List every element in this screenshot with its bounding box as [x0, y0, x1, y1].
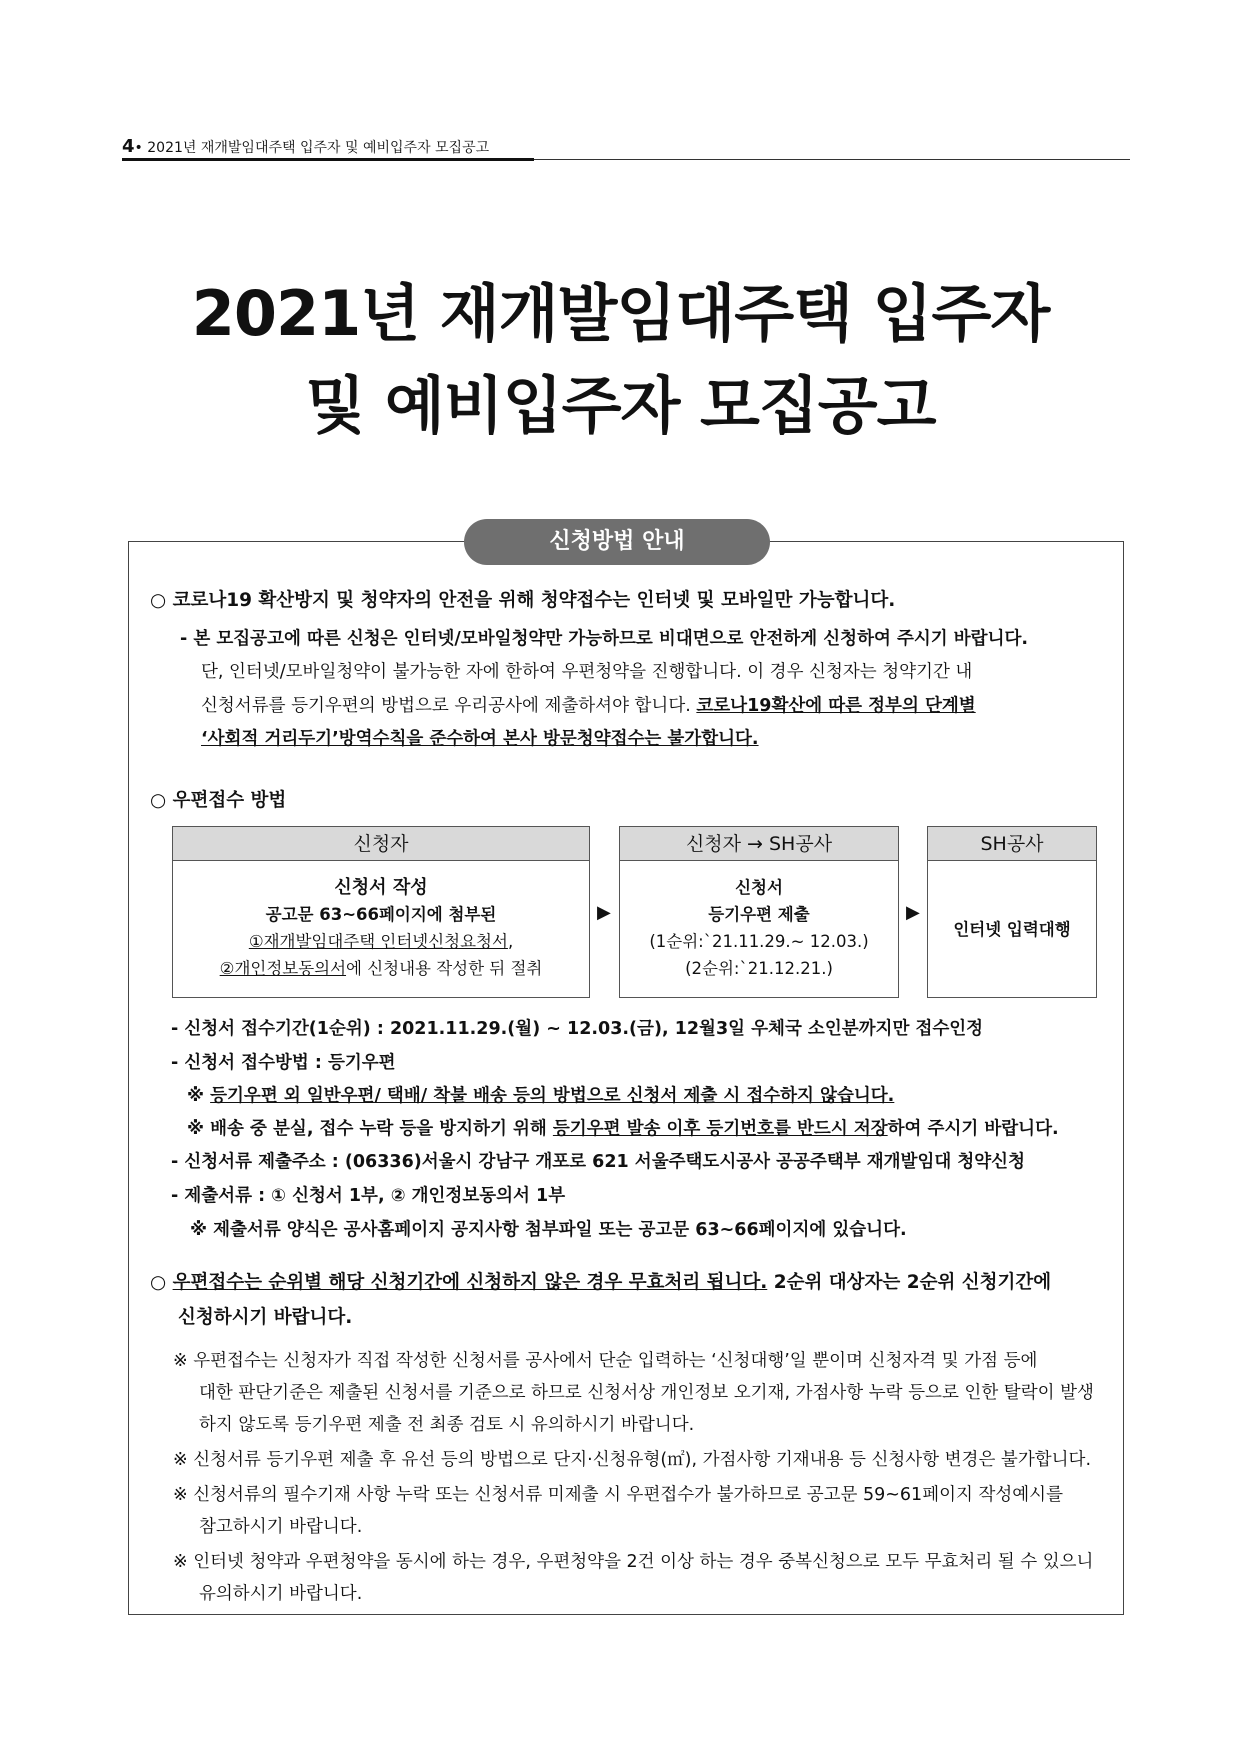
note-mark: ※	[187, 1086, 211, 1106]
flow-applicant-title: 신청서 작성	[334, 877, 428, 898]
flow-sh-header: SH공사	[927, 826, 1097, 861]
caution-line: ※ 인터넷 청약과 우편청약을 동시에 하는 경우, 우편청약을 2건 이상 하는 경우 중복신청으로 모두 무효처리 될 수 있으니	[173, 1552, 1094, 1572]
caution-line: 대한 판단기준은 제출된 신청서를 기준으로 하므로 신청서상 개인정보 오기재, 가점사항 누락 등으로 인한 탈락이 발생	[199, 1383, 1094, 1403]
invalid-heading-line2: 신청하시기 바랍니다.	[178, 1307, 353, 1328]
caution-line: ※ 신청서류 등기우편 제출 후 유선 등의 방법으로 단지·신청유형(㎡), 가점사항 기재내용 등 신청사항 변경은 불가합니다.	[173, 1450, 1092, 1470]
postal-heading: ○ 우편접수 방법	[150, 790, 287, 811]
caution-line: ※ 신청서류의 필수기재 사항 누락 또는 신청서류 미제출 시 우편접수가 불가하므로 공고문 59~61페이지 작성예시를	[173, 1485, 1063, 1505]
note-line	[187, 1115, 1059, 1140]
note-post: 하여 주시기 바랍니다.	[887, 1119, 1059, 1139]
caution-line: 참고하시기 바랍니다.	[199, 1517, 363, 1537]
note-pre: ※ 배송 중 분실, 접수 누락 등을 방지하기 위해	[187, 1119, 553, 1139]
header-rule-thin	[534, 159, 1130, 160]
note-underlined: 등기우편 외 일반우편/ 택배/ 착불 배송 등의 방법으로 신청서 제출 시 접수하지 않습니다.	[210, 1086, 895, 1106]
flow-submit-method: 등기우편 제출	[708, 905, 810, 924]
flow-submit-date1: (1순위:`21.11.29.~ 12.03.)	[649, 932, 869, 951]
flow-applicant-instruction: 에 신청내용 작성한 뒤 절취	[346, 959, 543, 978]
covid-paragraph-emphasis: ‘사회적 거리두기’방역수칙을 준수하여 본사 방문청약접수는 불가합니다.	[201, 729, 759, 749]
invalid-heading-mark: ○	[150, 1272, 173, 1293]
flow-applicant-comma: ,	[507, 932, 514, 951]
flow-submit-header: 신청자 → SH공사	[619, 826, 899, 861]
caution-line: 유의하시기 바랍니다.	[199, 1584, 363, 1604]
caution-line: 하지 않도록 등기우편 제출 전 최종 검토 시 유의하시기 바랍니다.	[199, 1415, 695, 1435]
page-title	[0, 268, 1241, 452]
flow-applicant-header: 신청자	[172, 826, 590, 861]
header-bullet: •	[134, 140, 143, 156]
flow-submit-date2: (2순위:`21.12.21.)	[685, 959, 833, 978]
detail-line: - 신청서 접수방법 : 등기우편	[171, 1053, 396, 1073]
running-header	[122, 136, 489, 157]
caution-line: ※ 우편접수는 신청자가 직접 작성한 신청서를 공사에서 단순 입력하는 ‘신청대행’일 뿐이며 신청자격 및 가점 등에	[173, 1351, 1038, 1371]
flow-submit-box	[619, 860, 899, 998]
flow-submit-title: 신청서	[735, 878, 783, 897]
covid-paragraph-line: 단, 인터넷/모바일청약이 불가능한 자에 한하여 우편청약을 진행합니다. 이 경우 신청자는 청약기간 내	[201, 662, 973, 682]
note-line: ※ 제출서류 양식은 공사홈페이지 공지사항 첨부파일 또는 공고문 63~66페이지에 있습니다.	[190, 1220, 907, 1240]
flow-applicant-box	[172, 860, 590, 998]
page-title-line1: 2021년 재개발임대주택 입주자	[191, 277, 1050, 350]
covid-heading: ○ 코로나19 확산방지 및 청약자의 안전을 위해 청약접수는 인터넷 및 모바일만 가능합니다.	[150, 590, 896, 611]
header-rule-thick	[122, 158, 534, 161]
note-line	[187, 1082, 894, 1107]
detail-line: - 제출서류 : ① 신청서 1부, ② 개인정보동의서 1부	[171, 1186, 566, 1206]
covid-paragraph-emphasis: 코로나19확산에 따른 정부의 단계별	[696, 696, 976, 716]
invalid-heading	[150, 1268, 1051, 1294]
invalid-heading-rest: 2순위 대상자는 2순위 신청기간에	[767, 1272, 1052, 1293]
flow-sh-text: 인터넷 입력대행	[953, 920, 1071, 939]
note-underlined: 등기우편 발송 이후 등기번호를 반드시 저장	[552, 1119, 888, 1139]
flow-applicant-line: 공고문 63~66페이지에 첨부된	[265, 905, 497, 924]
page-number: 4	[122, 136, 135, 157]
covid-dash-line: - 본 모집공고에 따른 신청은 인터넷/모바일청약만 가능하므로 비대면으로 안전하게 신청하여 주시기 바랍니다.	[180, 629, 1029, 649]
detail-line: - 신청서 접수기간(1순위) : 2021.11.29.(월) ~ 12.03.(금), 12월3일 우체국 소인분까지만 접수인정	[171, 1019, 984, 1039]
flow-sh-box	[927, 860, 1097, 998]
flow-applicant-form2: ②개인정보동의서	[219, 959, 347, 978]
flow-arrow-icon: ▶	[597, 902, 611, 923]
running-header-title: 2021년 재개발임대주택 입주자 및 예비입주자 모집공고	[147, 140, 490, 156]
flow-arrow-icon: ▶	[906, 902, 920, 923]
page-title-line2: 및 예비입주자 모집공고	[305, 369, 936, 442]
detail-line: - 신청서류 제출주소 : (06336)서울시 강남구 개포로 621 서울주택도시공사 공공주택부 재개발임대 청약신청	[171, 1152, 1025, 1172]
section-pill: 신청방법 안내	[464, 519, 770, 565]
covid-paragraph-line	[201, 692, 976, 717]
invalid-heading-underlined: 우편접수는 순위별 해당 신청기간에 신청하지 않은 경우 무효처리 됩니다.	[172, 1272, 768, 1293]
flow-applicant-form1: ①재개발임대주택 인터넷신청요청서	[248, 932, 508, 951]
covid-paragraph-plain: 신청서류를 등기우편의 방법으로 우리공사에 제출하셔야 합니다.	[201, 696, 697, 716]
